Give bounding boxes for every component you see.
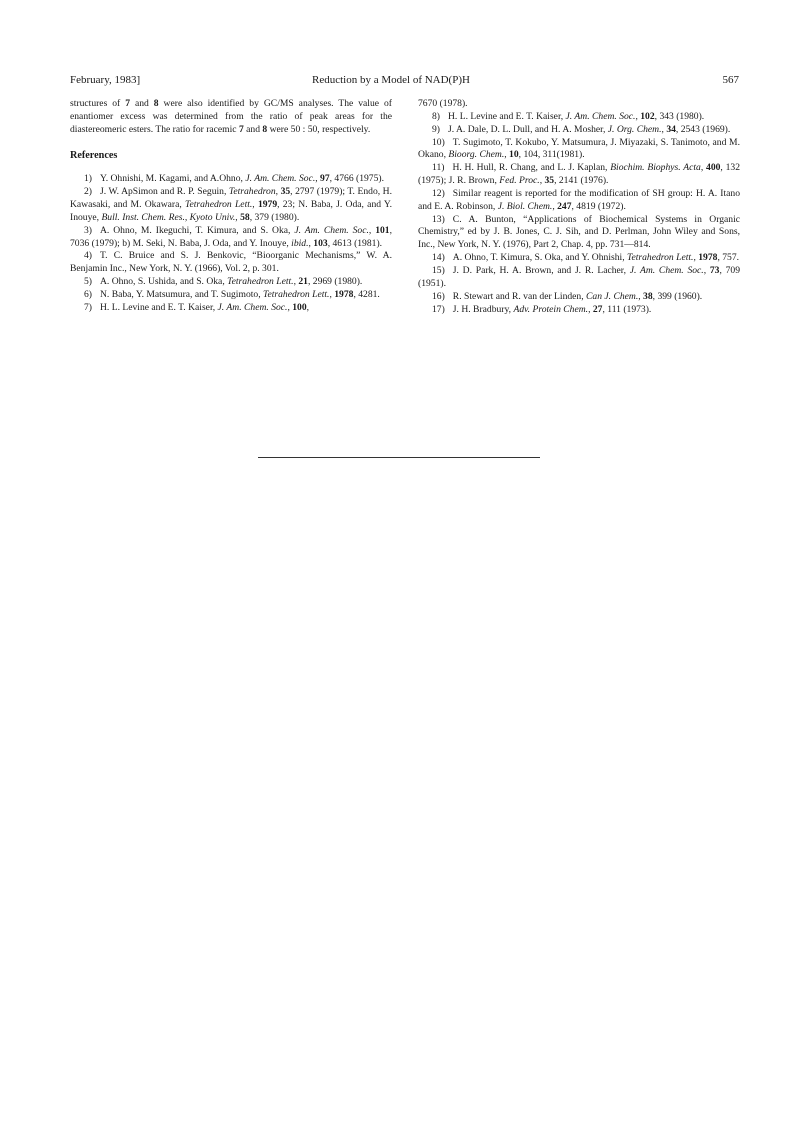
volume-number: 7 (238, 123, 244, 135)
reference-number: 10) (432, 136, 445, 148)
citation-text: , (638, 290, 644, 302)
reference-number: 4) (84, 250, 92, 262)
citation-text: , (693, 252, 699, 264)
citation-text: J. W. ApSimon and R. P. Seguin, (100, 186, 229, 198)
citation-text: Similar reagent is reported for the modification of SH group: H. A. Itano and E. A. Robinson, (418, 187, 740, 212)
citation-text: J. H. Bradbury, (452, 303, 514, 315)
volume-number: 10 (509, 149, 519, 161)
journal-name: ibid. (291, 237, 309, 249)
volume-number: 1978 (334, 288, 354, 300)
reference-number: 1) (84, 173, 92, 185)
volume-number: 103 (313, 237, 328, 249)
citation-text: T. Sugimoto, T. Kokubo, Y. Matsumura, J. Miyazaki, S. Tanimoto, and M. Okano, (418, 136, 740, 161)
journal-name: Tetrahedron (228, 186, 276, 198)
citation-text: , (293, 276, 299, 288)
reference-item (70, 302, 392, 315)
volume-number: 97 (320, 173, 330, 185)
volume-number: 73 (709, 264, 720, 276)
citation-text: Y. Ohnishi, M. Kagami, and A.Ohno, (100, 173, 246, 185)
reference-number: 8) (432, 110, 440, 122)
citation-text: , 132 (1975); J. R. Brown, (418, 162, 740, 187)
citation-text: , 2969 (1980). (307, 276, 363, 288)
page-number: 567 (722, 74, 739, 86)
volume-number: 8 (153, 98, 159, 109)
citation-text: J. A. Dale, D. L. Dull, and H. A. Mosher, (448, 123, 608, 135)
reference-item (70, 225, 392, 251)
citation-text: , (504, 149, 510, 161)
running-header-date: February, 1983] (70, 74, 141, 86)
reference-item (418, 111, 740, 124)
citation-text: , (700, 162, 707, 174)
journal-name: Bioorg. Chem. (448, 149, 505, 161)
citation-text: , (552, 200, 558, 212)
volume-number: 101 (375, 224, 390, 236)
journal-name: Can J. Chem. (586, 290, 639, 302)
citation-text: , 2797 (1979); T. Endo, H. Kawasaki, and M. Okawara, (70, 186, 392, 211)
journal-name: J. Am. Chem. Soc. (217, 301, 288, 313)
citation-text: T. C. Bruice and S. J. Benkovic, “Bioorganic Mechanisms,” W. A. Benjamin Inc., New York, N. Y. (1966), Vol. 2, p. 301. (70, 250, 392, 275)
volume-number: 7 (125, 98, 131, 109)
journal-name: Biochim. Biophys. Acta (610, 162, 701, 174)
citation-text: were also identified by GC/MS analyses. The value of enantiomer excess was determined from the ratio of peak areas for the diastereomeric esters. The ratio for racemic (70, 98, 392, 135)
journal-name: J. Biol. Chem. (497, 200, 553, 212)
reference-item (418, 252, 740, 265)
citation-text: , 379 (1980). (249, 211, 300, 223)
reference-number: 15) (432, 264, 445, 276)
citation-text: , 4613 (1981). (327, 237, 383, 249)
citation-text: , 757. (717, 252, 740, 264)
citation-text: C. A. Bunton, “Applications of Biochemical Systems in Organic Chemistry,” ed by J. B. Jones, C. J. Sih, and D. Perlman, John Wiley and Sons, Inc., New York, N. Y. (1976), Part 2, Chap. 4, pp. 731—814. (418, 213, 740, 251)
reference-item (418, 304, 740, 317)
reference-item (418, 188, 740, 214)
citation-text: , (703, 264, 710, 276)
volume-number: 27 (592, 303, 603, 315)
journal-name: Tetrahedron Lett. (627, 252, 694, 264)
reference-number: 16) (432, 290, 445, 302)
citation-text: , 4819 (1972). (571, 200, 626, 212)
citation-text: 7670 (1978). (418, 98, 468, 109)
volume-number: 1979 (257, 199, 278, 211)
journal-name: J. Am. Chem. Soc. (629, 264, 704, 276)
citation-text: and (130, 98, 154, 109)
citation-text: H. L. Levine and E. T. Kaiser, (448, 110, 566, 122)
running-header-title: Reduction by a Model of NAD(P)H (312, 74, 470, 86)
reference-continuation (418, 98, 740, 111)
volume-number: 8 (262, 123, 268, 135)
volume-number: 247 (557, 200, 572, 212)
reference-number: 7) (84, 301, 92, 313)
reference-item (418, 214, 740, 253)
citation-text: , (588, 303, 593, 315)
citation-text: , 2141 (1976). (554, 175, 609, 187)
journal-name: Tetrahedron Lett. (227, 276, 294, 288)
references-list-right (418, 111, 740, 317)
volume-number: 400 (706, 162, 721, 174)
reference-item (70, 173, 392, 186)
citation-text: , 7036 (1979); b) M. Seki, N. Baba, J. Oda, and Y. Inouye, (70, 224, 392, 249)
volume-number: 21 (298, 276, 308, 288)
reference-number: 14) (432, 252, 445, 264)
citation-text: , (306, 301, 310, 313)
citation-text: R. Stewart and R. van der Linden, (452, 290, 587, 302)
volume-number: 58 (240, 211, 250, 223)
volume-number: 1978 (698, 252, 718, 264)
journal-name: J. Am. Chem. Soc. (294, 224, 369, 236)
journal-name: J. Org. Chem. (607, 123, 662, 135)
volume-number: 102 (640, 110, 655, 122)
reference-number: 2) (84, 186, 92, 198)
citation-text: A. Ohno, M. Ikeguchi, T. Kimura, and S. Oka, (100, 224, 295, 236)
volume-number: 38 (643, 290, 653, 302)
citation-text: , (635, 110, 641, 122)
reference-number: 17) (432, 303, 445, 315)
citation-text: , 4281. (353, 288, 380, 300)
reference-item (70, 289, 392, 302)
citation-text: A. Ohno, T. Kimura, S. Oka, and Y. Ohnishi, (452, 252, 627, 264)
citation-text: , (329, 288, 335, 300)
citation-text: J. D. Park, H. A. Brown, and J. R. Lacher, (452, 264, 630, 276)
reference-number: 6) (84, 288, 92, 300)
citation-text: , (252, 199, 258, 211)
reference-number: 9) (432, 123, 440, 135)
journal-name: Tetrahedron Lett. (263, 288, 330, 300)
citation-text: were 50 : 50, respectively. (267, 123, 371, 135)
citation-text: , 104, 311(1981). (518, 149, 585, 161)
citation-text: N. Baba, Y. Matsumura, and T. Sugimoto, (100, 288, 263, 300)
citation-text: , (661, 123, 667, 135)
reference-item (418, 291, 740, 304)
citation-text: , 2543 (1969). (675, 123, 731, 135)
reference-item (418, 137, 740, 163)
citation-text: , (235, 211, 241, 223)
citation-text: structures of (70, 98, 126, 109)
citation-text: , (539, 175, 545, 187)
reference-item (418, 265, 740, 291)
citation-text: , 4766 (1975). (329, 173, 384, 185)
citation-text: and (243, 123, 263, 135)
reference-item (418, 124, 740, 137)
reference-item (418, 162, 740, 188)
reference-number: 11) (432, 162, 445, 174)
citation-text: , (308, 237, 314, 249)
journal-name: Bull. Inst. Chem. Res., Kyoto Univ. (101, 211, 236, 223)
volume-number: 34 (666, 123, 676, 135)
citation-text: , 709 (1951). (418, 264, 741, 289)
citation-text: , 399 (1960). (652, 290, 703, 302)
journal-name: J. Am. Chem. Soc. (245, 173, 316, 185)
end-rule (258, 457, 540, 458)
journal-name: Fed. Proc. (499, 175, 540, 187)
citation-text: , (275, 186, 281, 198)
citation-text: , 343 (1980). (654, 110, 705, 122)
left-column (70, 98, 392, 315)
reference-number: 13) (432, 213, 445, 225)
references-heading: References (70, 149, 118, 161)
journal-name: Tetrahedron Lett. (185, 199, 253, 211)
citation-text: , 23; N. Baba, J. Oda, and Y. Inouye, (70, 199, 393, 223)
reference-number: 5) (84, 276, 92, 288)
citation-text: H. L. Levine and E. T. Kaiser, (100, 301, 218, 313)
citation-text: , (287, 301, 293, 313)
reference-item (70, 250, 392, 276)
reference-number: 3) (84, 224, 92, 236)
citation-text: , 111 (1973). (602, 303, 652, 315)
journal-name: Adv. Protein Chem. (513, 303, 589, 315)
body-paragraph (70, 98, 392, 137)
citation-text: , (315, 173, 321, 185)
reference-item (70, 276, 392, 289)
volume-number: 35 (280, 186, 291, 198)
citation-text: , (368, 224, 376, 236)
right-column (418, 98, 740, 316)
reference-item (70, 186, 392, 225)
citation-text: A. Ohno, S. Ushida, and S. Oka, (100, 276, 228, 288)
volume-number: 35 (544, 175, 555, 187)
citation-text: H. H. Hull, R. Chang, and L. J. Kaplan, (452, 162, 611, 174)
reference-number: 12) (432, 187, 445, 199)
journal-name: J. Am. Chem. Soc. (565, 110, 636, 122)
references-list-left (70, 173, 392, 314)
volume-number: 100 (292, 301, 307, 313)
